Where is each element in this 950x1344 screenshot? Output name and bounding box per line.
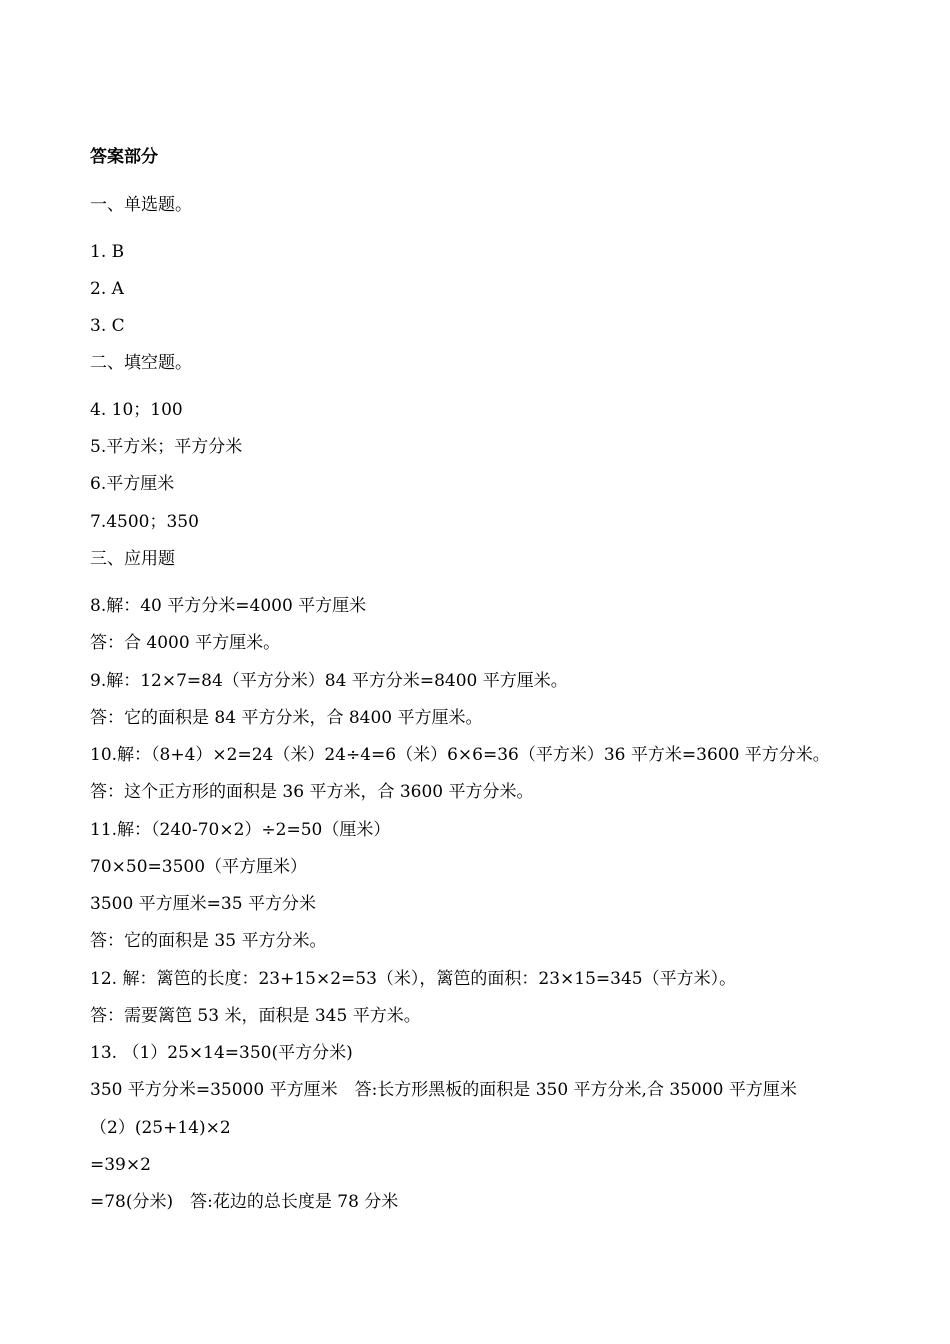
solution-12: 12. 解：篱笆的长度：23+15×2=53（米），篱笆的面积：23×15=345（平方米）。 xyxy=(90,969,737,989)
answer-10: 答：这个正方形的面积是 36 平方米，合 3600 平方分米。 xyxy=(90,782,534,802)
solution-10: 10.解：（8+4）×2=24（米）24÷4=6（米）6×6=36（平方米）36 平方米=3600 平方分米。 xyxy=(90,745,830,765)
solution-13-part-1-answer: 350 平方分米=35000 平方厘米 答:长方形黑板的面积是 350 平方分米,合 35000 平方厘米 xyxy=(90,1080,797,1100)
heading-application: 三、应用题 xyxy=(90,549,175,569)
answer-line-1: 1. B xyxy=(90,242,125,262)
heading-fill-in: 二、填空题。 xyxy=(90,353,192,373)
answer-line-3: 3. C xyxy=(90,316,125,336)
answer-11: 答：它的面积是 35 平方分米。 xyxy=(90,931,327,951)
answer-line-2: 2. A xyxy=(90,279,124,299)
answer-line-6: 6.平方厘米 xyxy=(90,474,175,494)
section-title: 答案部分 xyxy=(90,147,158,167)
solution-13-part-2-answer: =78(分米) 答:花边的总长度是 78 分米 xyxy=(90,1192,399,1212)
solution-13-part-1: 13. （1）25×14=350(平方分米) xyxy=(90,1043,353,1063)
solution-11-step-1: 11.解：（240-70×2）÷2=50（厘米） xyxy=(90,820,391,840)
answer-line-4: 4. 10；100 xyxy=(90,400,183,420)
answer-8: 答：合 4000 平方厘米。 xyxy=(90,633,281,653)
answer-12: 答：需要篱笆 53 米，面积是 345 平方米。 xyxy=(90,1006,421,1026)
answer-9: 答：它的面积是 84 平方分米，合 8400 平方厘米。 xyxy=(90,708,483,728)
heading-single-choice: 一、单选题。 xyxy=(90,195,192,215)
solution-13-part-2-step: =39×2 xyxy=(90,1155,151,1175)
answer-line-7: 7.4500；350 xyxy=(90,512,199,532)
answer-line-5: 5.平方米；平方分米 xyxy=(90,437,243,457)
solution-13-part-2: （2）(25+14)×2 xyxy=(90,1118,231,1138)
solution-9: 9.解：12×7=84（平方分米）84 平方分米=8400 平方厘米。 xyxy=(90,671,568,691)
solution-11-step-3: 3500 平方厘米=35 平方分米 xyxy=(90,894,316,914)
solution-8: 8.解：40 平方分米=4000 平方厘米 xyxy=(90,596,367,616)
solution-11-step-2: 70×50=3500（平方厘米） xyxy=(90,857,308,877)
